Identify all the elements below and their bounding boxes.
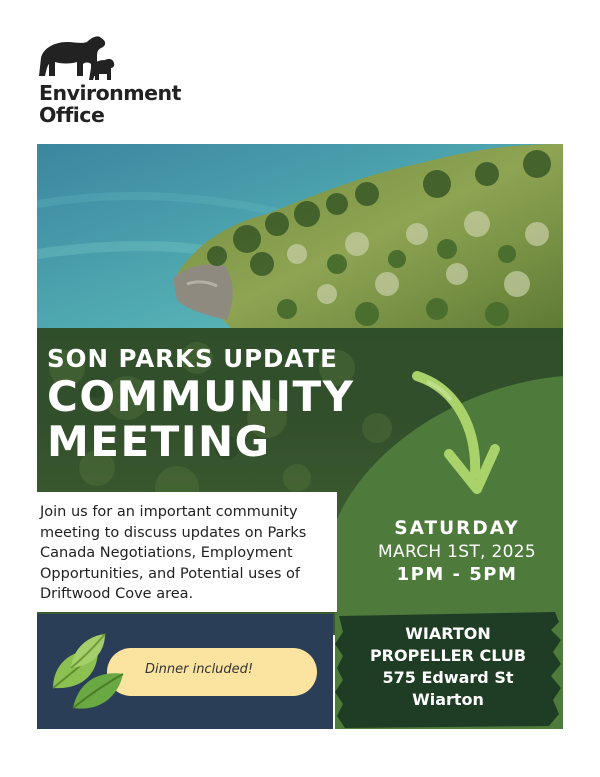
venue-name-line-1: WIARTON xyxy=(405,624,491,643)
logo-line-2: Office xyxy=(39,103,105,127)
poster xyxy=(37,144,563,729)
title-subheading: SON PARKS UPDATE xyxy=(47,344,338,373)
title-meeting: MEETING xyxy=(47,417,271,466)
venue-address xyxy=(337,623,559,711)
event-time: 1PM - 5PM xyxy=(396,564,518,585)
title-community: COMMUNITY xyxy=(47,372,355,421)
venue-town: Wiarton xyxy=(412,690,484,709)
event-day: SATURDAY xyxy=(394,518,520,539)
venue-name-line-2: PROPELLER CLUB xyxy=(369,646,527,665)
leaf-icon xyxy=(43,628,143,723)
dinner-label: Dinner included! xyxy=(145,662,254,677)
description-text: Join us for an important community meeting to discuss updates on Parks Canada Negotiations, Employment Opportunities, and Potential uses of Driftwood Cove area. xyxy=(40,504,307,602)
logo-line-1: Environment xyxy=(39,81,181,105)
event-date: MARCH 1ST, 2025 xyxy=(378,542,536,562)
venue-street: 575 Edward St xyxy=(382,668,514,687)
event-date-block xyxy=(357,517,557,587)
title-block xyxy=(47,344,355,464)
bear-family-icon xyxy=(37,32,117,82)
environment-office-logo xyxy=(37,32,197,128)
